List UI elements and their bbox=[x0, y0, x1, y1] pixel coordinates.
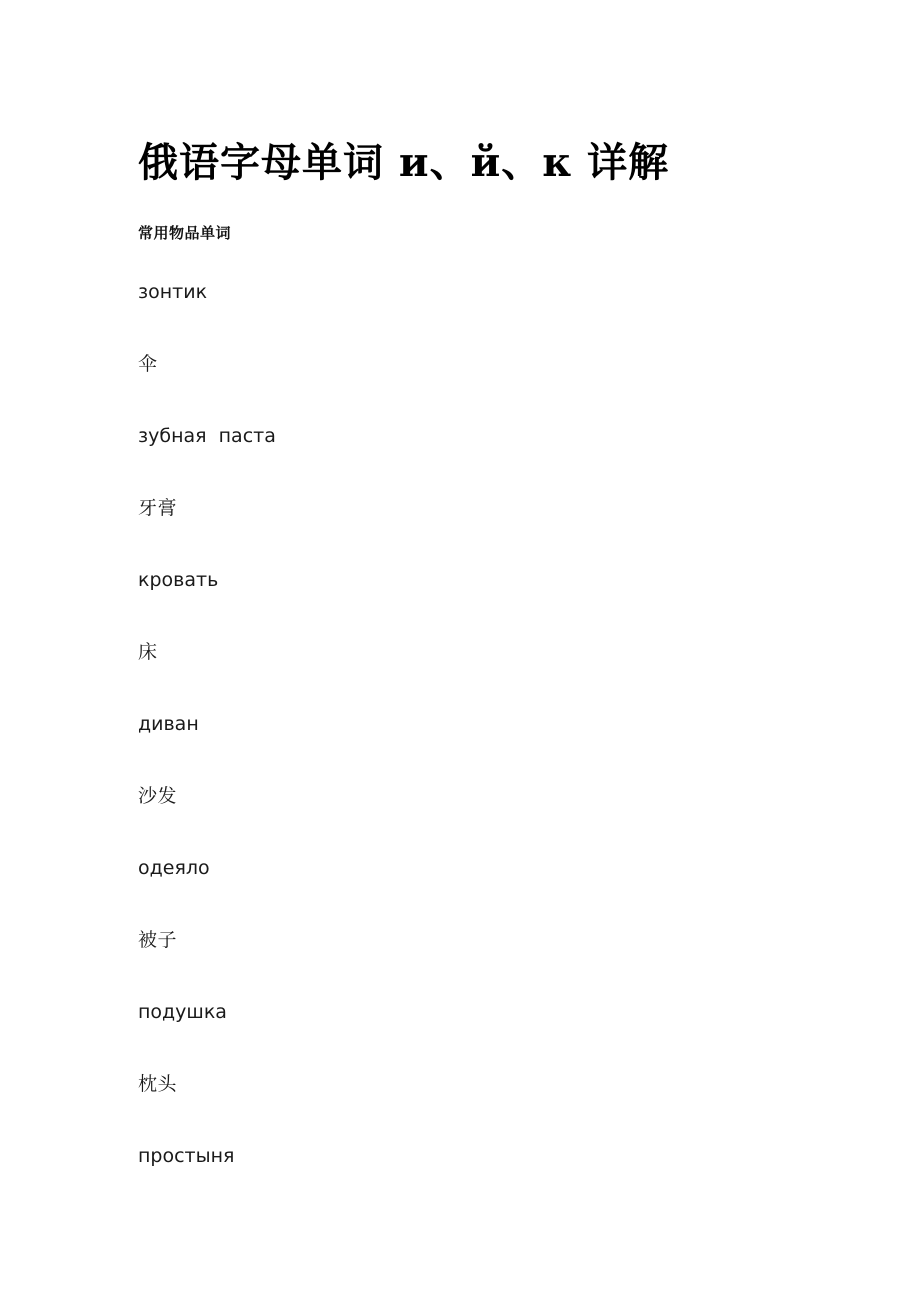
list-item: 被子 bbox=[138, 929, 178, 951]
list-item: 沙发 bbox=[138, 785, 178, 807]
list-item: кровать bbox=[138, 569, 219, 591]
list-item: 牙膏 bbox=[138, 497, 178, 519]
list-item: зубная паста bbox=[138, 425, 276, 447]
page-title: 俄语字母单词 и、й、к 详解 bbox=[138, 138, 670, 186]
list-item: подушка bbox=[138, 1001, 227, 1023]
list-item: 枕头 bbox=[138, 1073, 178, 1095]
list-item: 伞 bbox=[138, 353, 158, 375]
list-item: простыня bbox=[138, 1145, 235, 1167]
list-item: одеяло bbox=[138, 857, 210, 879]
list-item: зонтик bbox=[138, 281, 208, 303]
list-item: 床 bbox=[138, 641, 158, 663]
section-heading: 常用物品单词 bbox=[138, 225, 232, 242]
word-list bbox=[138, 280, 838, 1216]
list-item: диван bbox=[138, 713, 199, 735]
